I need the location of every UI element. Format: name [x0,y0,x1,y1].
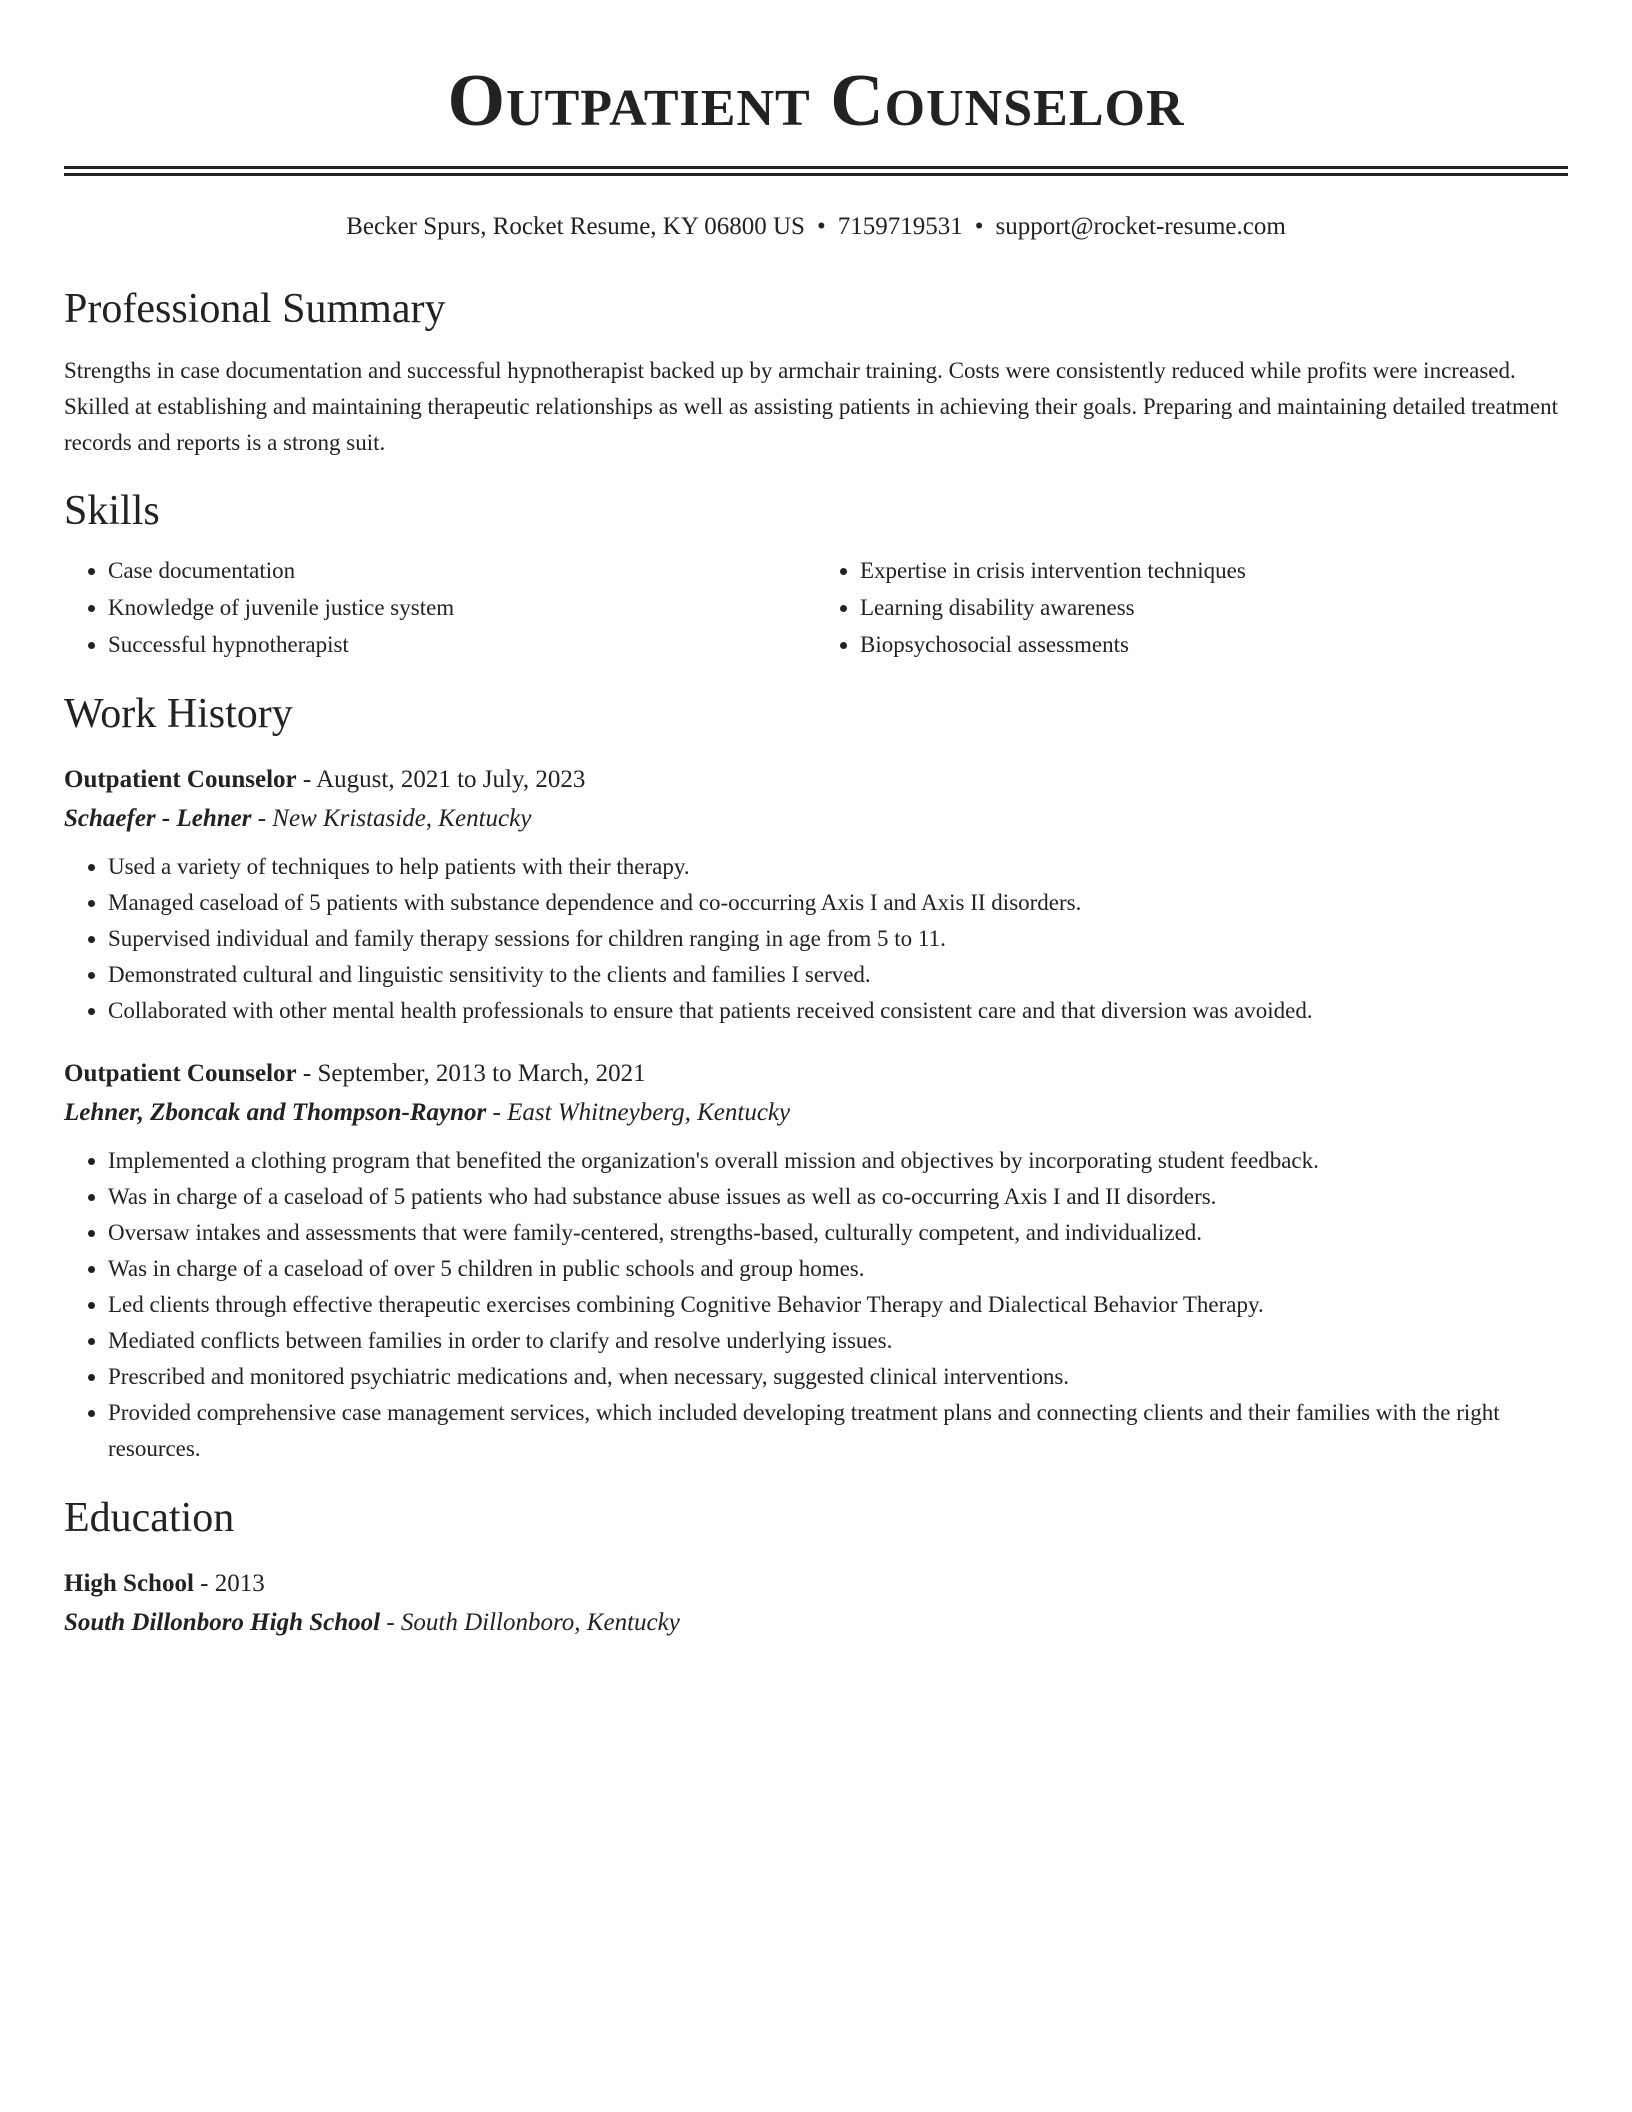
job-duty: • Implemented a clothing program that benefited the organization's overall mission and objectives by incorporating student feedback. [108,1143,1568,1179]
job-entry [64,1055,1568,1467]
job-duty: • Led clients through effective therapeutic exercises combining Cognitive Behavior Therapy and Dialectical Behavior Therapy. [108,1287,1568,1323]
contact-phone: 7159719531 [837,213,963,240]
contact-separator: • [816,213,826,240]
job-duty: • Collaborated with other mental health professionals to ensure that patients received consistent care and that diversion was avoided. [108,993,1568,1029]
job-duty: • Oversaw intakes and assessments that were family-centered, strengths-based, culturally competent, and individualized. [108,1215,1568,1251]
job-duty: • Used a variety of techniques to help patients with their therapy. [108,849,1568,885]
job-duty: • Prescribed and monitored psychiatric medications and, when necessary, suggested clinical interventions. [108,1359,1568,1395]
skills-column-left [64,552,816,663]
job-duty: • Provided comprehensive case management services, which included developing treatment plans and connecting clients and their families with the right resources. [108,1395,1568,1467]
skill-item: • Knowledge of juvenile justice system [108,589,816,626]
job-duty: • Managed caseload of 5 patients with substance dependence and co-occurring Axis I and Axis II disorders. [108,885,1568,921]
job-dates: - August, 2021 to July, 2023 [296,766,586,793]
job-employer [64,799,1568,839]
skills-heading: Skills [64,488,160,534]
contact-separator: • [974,213,984,240]
job-duty: • Demonstrated cultural and linguistic sensitivity to the clients and families I served. [108,957,1568,993]
summary-text: Strengths in case documentation and successful hypnotherapist backed up by armchair training. Costs were consistently reduced while profits were increased. Skilled at establishing and maintaining therapeutic relationships as well as assisting patients in achieving their goals. Preparing and maintaining detailed treatment records and reports is a strong suit. [64,358,1558,455]
skill-item: • Expertise in crisis intervention techniques [860,552,1568,589]
job-duty: • Was in charge of a caseload of 5 patients who had substance abuse issues as well as co-occurring Axis I and II disorders. [108,1179,1568,1215]
skill-item: • Successful hypnotherapist [108,626,816,663]
education-header [64,1565,1568,1603]
job-title: Outpatient Counselor [64,766,297,793]
job-title: Outpatient Counselor [64,1060,297,1087]
job-employer [64,1093,1568,1133]
summary-heading: Professional Summary [64,286,446,332]
education-school-line [64,1603,1568,1643]
education-entry [64,1565,1568,1643]
resume-name: Outpatient Counselor [447,60,1185,142]
education-location: - South Dillonboro, Kentucky [380,1609,680,1636]
contact-line [64,210,1568,244]
job-company: Schaefer - Lehner [64,805,252,832]
job-header [64,1055,1568,1093]
skill-item: • Biopsychosocial assessments [860,626,1568,663]
education-year: - 2013 [193,1570,265,1597]
header-divider [64,166,1568,176]
skill-item: • Learning disability awareness [860,589,1568,626]
job-duty: • Was in charge of a caseload of over 5 children in public schools and group homes. [108,1251,1568,1287]
job-duty: • Mediated conflicts between families in order to clarify and resolve underlying issues. [108,1323,1568,1359]
job-location: - East Whitneyberg, Kentucky [486,1099,791,1126]
education-degree: High School [64,1570,194,1597]
job-duties [64,1143,1568,1467]
job-duty: • Supervised individual and family therapy sessions for children ranging in age from 5 to 11. [108,921,1568,957]
job-company: Lehner, Zboncak and Thompson-Raynor [64,1099,487,1126]
job-entry [64,761,1568,1029]
job-duties [64,849,1568,1029]
job-dates: - September, 2013 to March, 2021 [296,1060,646,1087]
contact-email: support@rocket-resume.com [995,213,1286,240]
skills-column-right [816,552,1568,663]
job-location: - New Kristaside, Kentucky [251,805,532,832]
job-header [64,761,1568,799]
work-history-heading: Work History [64,691,293,737]
skills-list [64,552,1568,663]
education-heading: Education [64,1495,235,1541]
education-school: South Dillonboro High School [64,1609,381,1636]
skill-item: • Case documentation [108,552,816,589]
contact-address: Becker Spurs, Rocket Resume, KY 06800 US [346,213,805,240]
